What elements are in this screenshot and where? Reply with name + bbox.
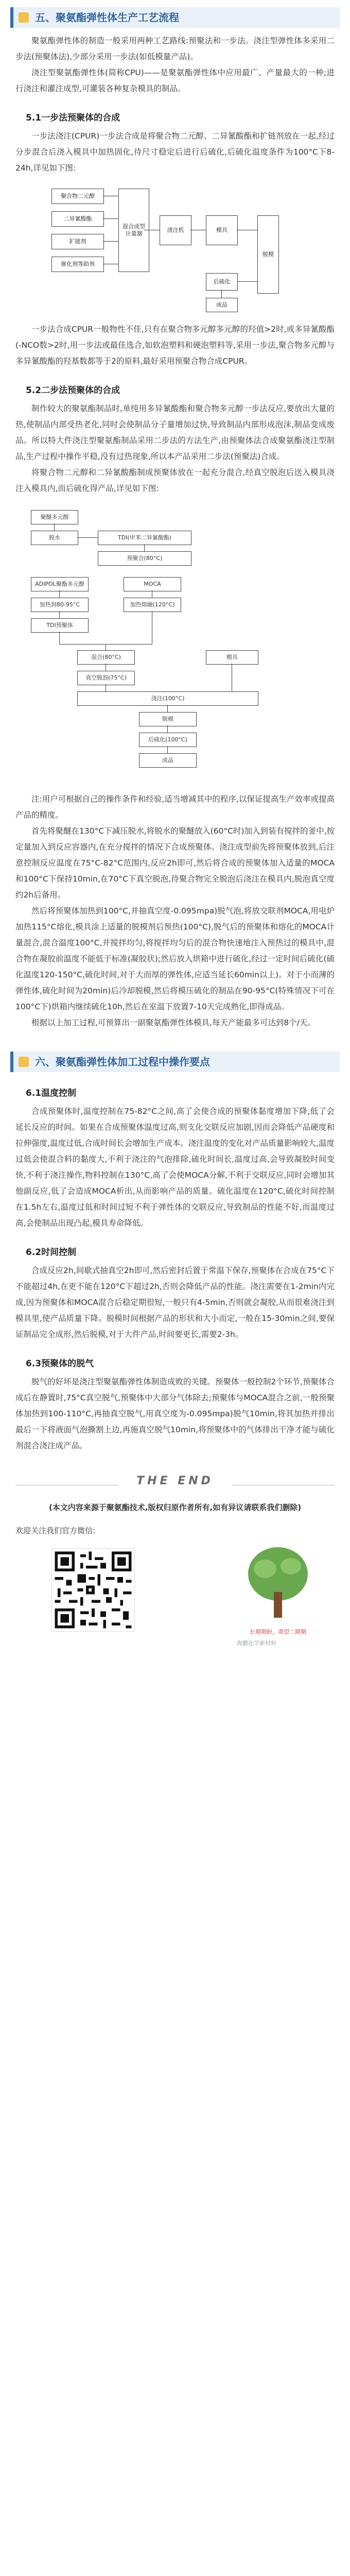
sec6-sub2: 6.2时间控制 — [26, 1247, 77, 1258]
section-marker-icon — [19, 1057, 29, 1067]
flow2-polyether: 聚醚多元醇 — [31, 510, 78, 524]
two-step-flow-diagram — [21, 505, 329, 783]
company-logo — [237, 1543, 319, 1636]
footer — [15, 1543, 335, 1646]
flow-box-diisocyanate: 二异氰酸酯 — [51, 211, 104, 227]
flow-box-casting: 浇注机 — [160, 215, 191, 245]
sec5-p9: 然后将预聚体加热到100°C,并抽真空度-0.095mpa)脱气泡,将放交联剂MOCA,用电炉加热115°C熔化,模具涂上适量的脱模剂后预热(100°C),脱气后的预聚体和熔化的MOCA计量混合,混合温度100°C,并搅拌均匀,将搅拌均匀后的混合物快速地注入预热过的模具中,混合物在凝胶前温度不能低于标准(凝胶状);然后放入烘箱中进行硫化,经过一定时间后硫化(硫化温度120-150°C,硫化时间,对于大而厚的弹性体,应适当延长60min以上)。对于小而薄的弹性体,硫化时间为20min)后冷却脱模,然后将模压硫化的制品在90-95°C(特殊情况下可在100°C下)烘箱内继续硫化10h,然后在室温下放置7-10天完成熟化,即得成品。 — [15, 906, 335, 1011]
sec5-p1: 聚氨酯弹性体的制造一般采用两种工艺路线:预聚法和一步法。浇注型弹性体多采用二步法(预聚体法),少部分采用一步法(如低模量产品)。 — [15, 36, 335, 61]
flow2-moca: MOCA — [124, 577, 181, 591]
sec5-p4: 一步法合成CPUR一般物性不佳,只有在聚合物多元醇多元醇的羟值>2时,或多异氰酸酯(-NCO数>2时,用一步法或最佳选合,如软泡塑料和硬泡塑料等,采用一步法,聚合物多元醇与多异氰酸酯的羟基数都等于2的原料,最好采用预聚合物合成CPUR。 — [15, 325, 335, 366]
watermark-text: 海鹏化学新材料 — [237, 1640, 276, 1647]
sec5-p5: 制作较大的聚氨酯制品时,单纯用多异氰酸酯和聚合物多元醇一步法反应,要放出大量的热,使制品内部受热老化,同时会使制品分子量增加过快,导致制品内部形成泡沫,制品变成废品。所以特大件浇注型聚氨酯制品采用二步法的方法生产,由预聚体法合成聚氨酯浇注型制品,生产过程中操作平稳,没有过热现象,所以本产品采用二步法(预聚法)合成。 — [15, 404, 335, 461]
copyright-note: (本文内容来源于聚氨酯技术,版权归原作者所有,如有异议请联系我们删除) — [48, 1503, 302, 1512]
sec5-sub1: 5.1一步法预聚体的合成 — [26, 113, 120, 123]
sec5-p3: 一步法浇注(CPUR)一步法合成是将聚合物二元醇、二异氰酸酯和扩链剂放在一起,经过分步混合后浇入模具中加热固化,待尺寸稳定后进行后硫化,后硫化温度条件为100°C下8-24h,详见如下图: — [15, 131, 335, 173]
logo-caption: 长期期盼、寄望二期期 — [250, 1629, 306, 1635]
flow2-tdi-prepolymer: TDI预聚体 — [31, 618, 89, 633]
qr-code-icon[interactable] — [51, 1548, 135, 1632]
sec6-p2: 合成反应2h,间歇式抽真空2h即可,然后密封后置于常温下保存,预聚体在合成在75°C下不能超过4h,在更不能在120°C下超过2h,否则会降低产品的性能。浇注需要在1-2min内完成,因为预聚体和MOCA混合后稳定期很短,一般只有4-5min,否则就会凝胶,从而很难浇注到模具里,使产品质量下降。脱模时间根据产品的形状和大小而定,一般在15-30min之间,要保证制品完全成形,然后脱模,对于大件产品,时间要更长,需要2-3h。 — [15, 1266, 335, 1339]
end-mark: THE END — [136, 1475, 214, 1487]
section-5-header — [10, 7, 340, 28]
flow2-demold: 脱模 — [139, 712, 197, 726]
follow-text: 欢迎关注我们官方微信: — [15, 1526, 96, 1535]
flow-box-product: 成品 — [206, 298, 238, 312]
flow2-heat: 加热到80-95°C — [31, 598, 89, 612]
flow2-tdi: TDI(甲苯二异氰酸酯) — [98, 531, 191, 545]
sec6-p3: 脱气的好坏是浇注型聚氨酯弹性体制造成败的关键。预聚体一般控制2个环节,预聚体合成后在静置时,75°C真空脱气,预聚体中大部分气体除去;预聚体与MOCA混合之前,一般预聚体加热到100-110°C,再抽真空脱气,用真空度为-0.095mpa)脱气10min,将其加热并排出最后一下将液面气泡撕割上边,再施真空脱气10min,将预聚体中的气体排出干净才能与硫化剂混合浇注成产品。 — [15, 1377, 335, 1450]
one-step-flow-diagram — [21, 184, 329, 313]
flow2-degas: 真空脱泡(75°C) — [77, 671, 135, 685]
tree-logo-icon — [237, 1543, 319, 1620]
flow2-postcure: 后硫化(100°C) — [139, 733, 197, 747]
sec6-sub1: 6.1温度控制 — [26, 1088, 77, 1098]
sec6-sub3: 6.3预聚体的脱气 — [26, 1359, 94, 1369]
sec5-p8: 首先将聚醚在130°C下减压脱水,将脱水的聚醚放入(60°C时)加入到装有搅拌的釜中,按定量加入到反应容器内,在充分搅拌的情况下合成预聚体。浇注成型前先将预聚体放到,后注意控制反应温度在75°C-82°C范围内,反应2h即可,然后将合成的预聚体加入适量的MOCA和100°C下保持10min,在70°C下真空脱泡,待聚合物完全脱泡后浇注在模具内,脱泡真空度约2h后备用。 — [15, 826, 335, 900]
sec5-p7: 注:用户可根据自己的操作条件和经验,适当增减其中的程序,以保证提高生产效率或提高产品的精度。 — [15, 794, 335, 820]
flow2-cast: 浇注(100°C) — [77, 691, 258, 706]
flow-box-polyol: 聚合物二元醇 — [51, 189, 104, 204]
sec6-p1: 合成预聚体时,温度控制在75-82°C之间,高了会使合成的预聚体黏度增加下降,低了会延长反应的时间。如果在合成预聚体温度过高,则支化交联反应加剧,因而会降低产品硬度和拉伸强度,温度过低,合成时间长会增加生产成本。浇注温度的变化对产品质量影响较大,温度过低会使混合料的黏度大,不利于浇注的气泡排除,硫化时间长,温度过高,会导致凝胶时间变快,不利于浇注操作,物料控制在130°C,高了会使MOCA分解,不利于交联反应,同时会增加其他副反应,低了会造成MOCA析出,从而影响产品的质量。硫化温度在120°C,硫化时间控制在1.5h左右,温度过低和时间过短不利于弹性体的交联反应,导致制品的性能不好,而温度过高,会使制品出现凸起,模具寿命降低。 — [15, 1107, 335, 1228]
flow-box-mold: 模具 — [206, 215, 238, 245]
flow2-dehydrate: 脱水 — [31, 531, 78, 545]
sec5-p10: 根据以上加工过程,可预算出一副聚氨酯弹性体模具,每天产能最多可达到8个/天。 — [31, 1018, 316, 1027]
end-divider — [15, 1475, 335, 1495]
flow-box-postcure: 后硫化 — [206, 273, 238, 291]
section-marker-icon — [19, 12, 29, 23]
flow-box-chain-extender: 扩链剂 — [51, 234, 104, 249]
section-6-title: 六、聚氨酯弹性体加工过程中操作要点 — [35, 1056, 210, 1068]
section-5-title: 五、聚氨酯弹性体生产工艺流程 — [35, 11, 179, 24]
section-6-header — [10, 1052, 340, 1072]
flow2-prepolymerize: 预聚合(80°C) — [98, 551, 191, 566]
flow2-mold: 模具 — [206, 650, 258, 665]
flow-box-meter: 混合成型计量器 — [118, 189, 149, 272]
flow2-mix: 混合(80°C) — [77, 650, 135, 665]
sec5-sub2: 5.2二步法预聚体的合成 — [26, 385, 120, 396]
flow2-melt: 加热熔融(120°C) — [124, 598, 181, 612]
sec5-p2: 浇注型聚氨酯弹性体(简称CPU)——是聚氨酯弹性体中应用最广、产量最大的一种;进行浇注和灌注成型,可灌装各种复杂模具的制品。 — [15, 68, 335, 93]
flow-box-demold: 脱模 — [257, 215, 279, 294]
flow2-product: 成品 — [139, 753, 197, 768]
flow2-adipol: ADIPOL聚酯多元醇 — [31, 577, 89, 591]
flow-box-catalyst: 催化剂等助剂 — [51, 257, 104, 272]
sec5-p6: 将聚合物二元醇和二异氰酸酯制成预聚体放在一起充分混合,经真空脱泡后送入模具浇注入模具内,而后硫化得产品,详见如下图: — [15, 468, 335, 493]
